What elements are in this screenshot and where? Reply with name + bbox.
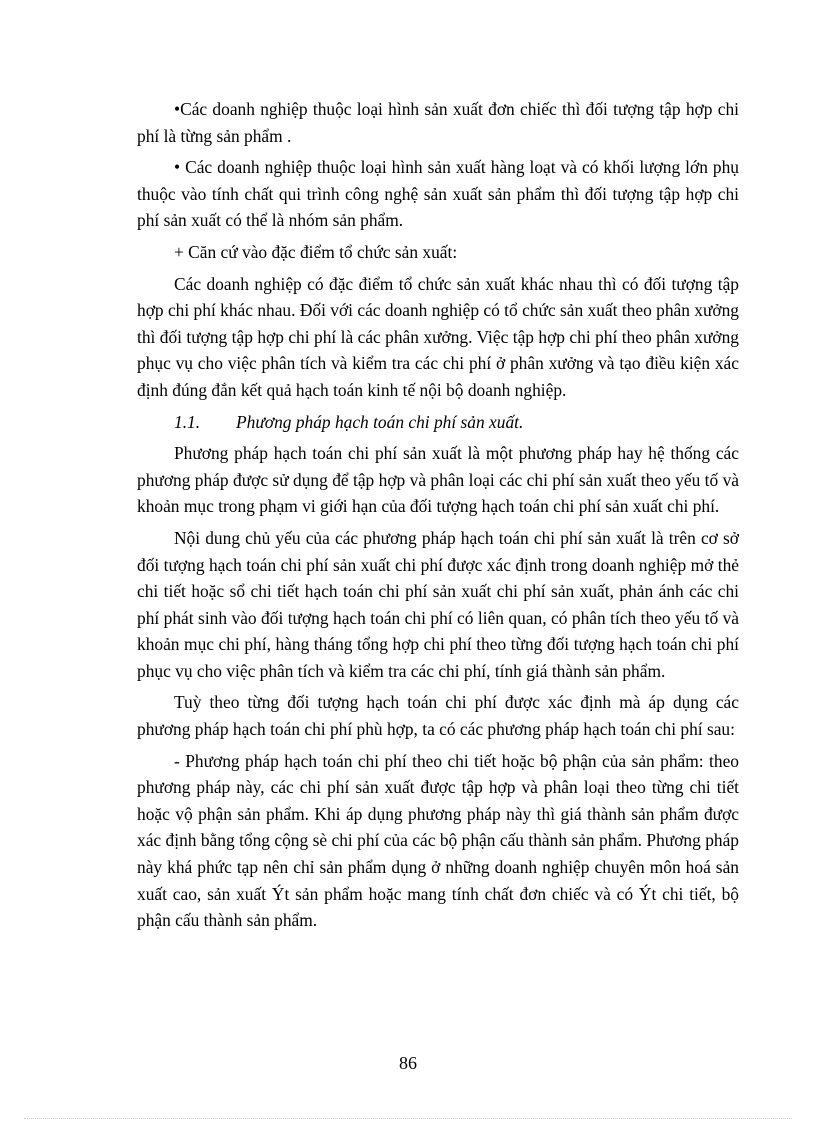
body-text — [137, 96, 739, 939]
section-number: 1.1. — [174, 411, 201, 432]
paragraph-organization-basis: + Căn cứ vào đặc điểm tổ chức sản xuất: — [174, 241, 458, 262]
paragraph-method-content: Nội dung chủ yếu của các phương pháp hạch toán chi phí sản xuất là trên cơ sở đối tượng hạch toán chi phí sản xuất chi phí được xác định trong doanh nghiệp mở thẻ chi tiết hoặc sổ chi tiết hạch toán chi phí sản xuất chi phí sản xuất, phản ánh các chi phí phát sinh vào đối tượng hạch toán chi phí có liên quan, có phân tích theo yếu tố và khoản mục chi phí, hàng tháng tổng hợp chi phí theo từng đối tượng hạch toán chi phí phục vụ cho việc phân tích và kiểm tra các chi phí, tính giá thành sản phẩm. — [137, 527, 739, 681]
page-number: 86 — [399, 1053, 417, 1073]
footer-divider — [24, 1118, 792, 1119]
paragraph-method-choice: Tuỳ theo từng đối tượng hạch toán chi phí được xác định mà áp dụng các phương pháp hạch toán chi phí phù hợp, ta có các phương pháp hạch toán chi phí sau: — [137, 692, 739, 740]
paragraph-bullet-mass-production: • Các doanh nghiệp thuộc loại hình sản xuất hàng loạt và có khối lượng lớn phụ thuộc vào tính chất qui trình công nghệ sản xuất sản phẩm thì đối tượng tập hợp chi phí sản xuất có thể là nhóm sản phẩm. — [137, 157, 739, 231]
paragraph-workshop-grouping: Các doanh nghiệp có đặc điểm tổ chức sản xuất khác nhau thì có đối tượng tập hợp chi phí khác nhau. Đối với các doanh nghiệp có tổ chức sản xuất theo phân xưởng thì đối tượng tập hợp chi phí là các phân xưởng. Việc tập hợp chi phí theo phân xưởng phục vụ cho việc phân tích và kiểm tra các chi phí ở phân xưởng và tạo điều kiện xác định đúng đắn kết quả hạch toán kinh tế nội bộ doanh nghiệp. — [137, 273, 739, 400]
section-title: Phương pháp hạch toán chi phí sản xuất. — [236, 411, 524, 432]
paragraph-detail-method: - Phương pháp hạch toán chi phí theo chi tiết hoặc bộ phận của sản phẩm: theo phương pháp này, các chi phí sản xuất được tập hợp và phân loại theo từng chi tiết hoặc vộ phận sản phẩm. Khi áp dụng phương pháp này thì giá thành sản phẩm được xác định bằng tổng cộng sè chi phí của các bộ phận cấu thành sản phẩm. Phương pháp này khá phức tạp nên chỉ sản phẩm dụng ở những doanh nghiệp chuyên môn hoá sản xuất cao, sản xuất Ýt sản phẩm hoặc mang tính chất đơn chiếc và có Ýt chi tiết, bộ phận cấu thành sản phẩm. — [137, 750, 739, 931]
paragraph-bullet-single-product: •Các doanh nghiệp thuộc loại hình sản xuất đơn chiếc thì đối tượng tập hợp chi phí là từng sản phẩm . — [137, 99, 739, 146]
paragraph-method-definition: Phương pháp hạch toán chi phí sản xuất là một phương pháp hay hệ thống các phương pháp được sử dụng để tập hợp và phân loại các chi phí sản xuất theo yếu tố và khoản mục trong phạm vi giới hạn của đối tượng hạch toán chi phí sản xuất chi phí. — [137, 443, 739, 517]
section-heading — [137, 409, 739, 436]
